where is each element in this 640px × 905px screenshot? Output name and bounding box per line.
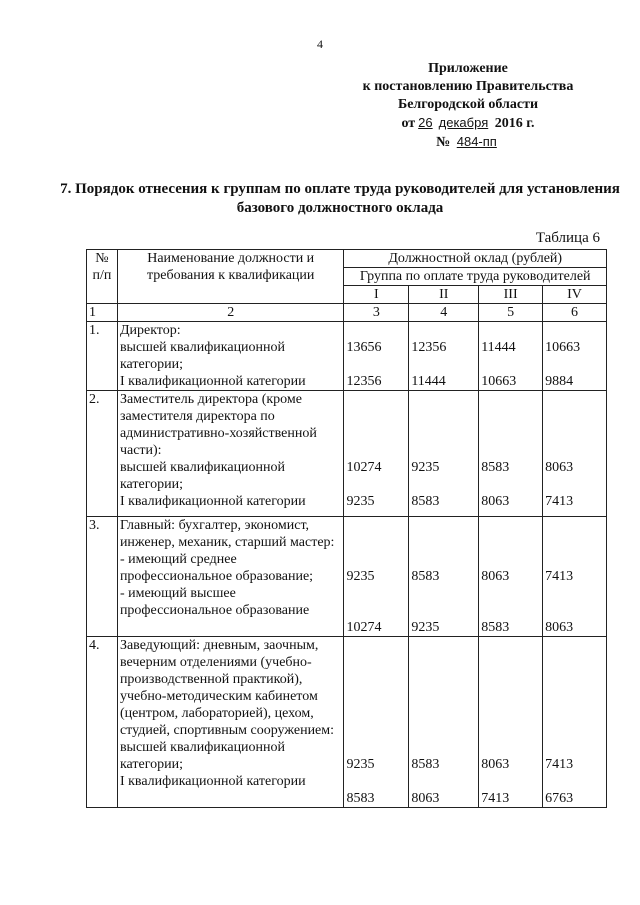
value: 9235 xyxy=(346,757,375,772)
section-title: 7. Порядок отнесения к группам по оплате труда руководителей для установления базового должностного оклада xyxy=(60,181,620,216)
table-row xyxy=(87,517,607,637)
table-row xyxy=(87,391,607,517)
date-month: декабря xyxy=(438,115,489,130)
value-cell xyxy=(479,322,543,391)
row-title: Главный: бухгалтер, экономист, инженер, механик, старший мастер: xyxy=(119,518,335,550)
date-year: 2016 xyxy=(494,116,523,131)
value: 10663 xyxy=(481,374,517,389)
value: 7413 xyxy=(545,569,574,584)
value: 7413 xyxy=(545,757,574,772)
header-salary: Должностной оклад (рублей) xyxy=(344,250,607,268)
header-num: № п/п xyxy=(87,250,118,304)
value: 8583 xyxy=(481,460,510,475)
value-cell xyxy=(543,517,607,637)
appendix-number xyxy=(338,133,598,152)
col-number-2: 2 xyxy=(117,304,344,322)
value: 9884 xyxy=(545,374,574,389)
value-cell xyxy=(409,517,479,637)
item-label: - имеющий среднее профессиональное образование; xyxy=(119,552,314,584)
item-label: высшей квалификационной категории; xyxy=(119,460,286,492)
value-cell xyxy=(479,637,543,808)
item-label: I квалификационной категории xyxy=(119,494,306,509)
value: 12356 xyxy=(411,340,447,355)
appendix-resolution: к постановлению Правительства xyxy=(362,79,574,94)
header-group-3: III xyxy=(479,286,543,304)
value-cell xyxy=(409,391,479,517)
value: 6763 xyxy=(545,791,574,806)
col-number-3: 3 xyxy=(344,304,409,322)
value: 8583 xyxy=(481,620,510,635)
value-cell xyxy=(543,391,607,517)
value-cell xyxy=(543,322,607,391)
value-cell xyxy=(344,391,409,517)
value: 8063 xyxy=(481,494,510,509)
value: 9235 xyxy=(411,620,440,635)
value-cell xyxy=(479,517,543,637)
value: 9235 xyxy=(411,460,440,475)
header-group-1: I xyxy=(344,286,409,304)
col-number-5: 5 xyxy=(479,304,543,322)
page-number: 4 xyxy=(317,37,323,51)
value-cell xyxy=(543,637,607,808)
table-caption: Таблица 6 xyxy=(535,230,600,246)
value: 7413 xyxy=(481,791,510,806)
value-cell xyxy=(344,322,409,391)
header-name: Наименование должности и требования к квалификации xyxy=(117,250,344,304)
row-number: 4. xyxy=(87,637,118,808)
col-number-4: 4 xyxy=(409,304,479,322)
value-cell xyxy=(479,391,543,517)
col-number-6: 6 xyxy=(543,304,607,322)
row-description xyxy=(117,517,344,637)
date-day: 26 xyxy=(418,115,433,130)
col-number-1: 1 xyxy=(87,304,118,322)
appendix-block xyxy=(338,60,598,152)
row-title: Директор: xyxy=(119,323,181,338)
row-title: Заведующий: дневным, заочным, вечерним отделениями (учебно-производственной практикой), учебно-методическим кабинетом (центром, лабораторией), цехом, студией, спортивным сооружением: xyxy=(119,638,335,738)
value-cell xyxy=(344,637,409,808)
appendix-date xyxy=(338,114,598,133)
appendix-title: Приложение xyxy=(428,61,508,76)
value: 8063 xyxy=(481,569,510,584)
value: 8063 xyxy=(411,791,440,806)
date-suffix: г. xyxy=(526,116,535,131)
column-number-row xyxy=(87,304,607,322)
row-description xyxy=(117,637,344,808)
row-number: 1. xyxy=(87,322,118,391)
value: 8583 xyxy=(411,569,440,584)
item-label: I квалификационной категории xyxy=(119,774,306,789)
salary-table xyxy=(86,249,607,808)
value: 11444 xyxy=(481,340,516,355)
value: 8063 xyxy=(545,620,574,635)
row-number: 2. xyxy=(87,391,118,517)
value: 8063 xyxy=(481,757,510,772)
row-description xyxy=(117,391,344,517)
header-group: Группа по оплате труда руководителей xyxy=(344,268,607,286)
item-label: высшей квалификационной категории; xyxy=(119,740,286,772)
item-label: высшей квалификационной категории; xyxy=(119,340,286,372)
value: 9235 xyxy=(346,569,375,584)
number-value: 484-пп xyxy=(456,134,497,149)
row-description xyxy=(117,322,344,391)
value: 8583 xyxy=(346,791,375,806)
value: 10663 xyxy=(545,340,581,355)
header-group-4: IV xyxy=(543,286,607,304)
row-title: Заместитель директора (кроме заместителя директора по административно-хозяйственной части): xyxy=(119,392,317,458)
value-cell xyxy=(409,637,479,808)
date-prefix: от xyxy=(401,116,416,131)
value: 12356 xyxy=(346,374,382,389)
table-row xyxy=(87,322,607,391)
value: 10274 xyxy=(346,460,382,475)
value: 8583 xyxy=(411,757,440,772)
value-cell xyxy=(344,517,409,637)
table-row xyxy=(87,637,607,808)
appendix-region: Белгородской области xyxy=(397,97,539,112)
item-label: - имеющий высшее профессиональное образование xyxy=(119,586,310,618)
value: 10274 xyxy=(346,620,382,635)
value-cell xyxy=(409,322,479,391)
item-label: I квалификационной категории xyxy=(119,374,306,389)
value: 9235 xyxy=(346,494,375,509)
value: 11444 xyxy=(411,374,446,389)
header-group-2: II xyxy=(409,286,479,304)
number-prefix: № xyxy=(436,135,451,150)
value: 8063 xyxy=(545,460,574,475)
row-number: 3. xyxy=(87,517,118,637)
value: 7413 xyxy=(545,494,574,509)
value: 8583 xyxy=(411,494,440,509)
value: 13656 xyxy=(346,340,382,355)
